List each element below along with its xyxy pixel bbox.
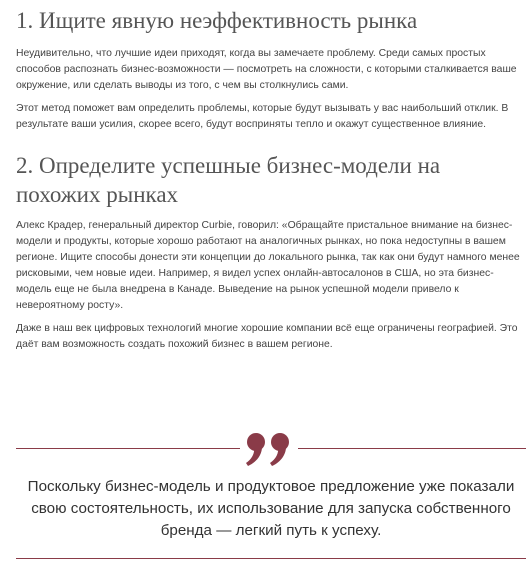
- section-1-heading: 1. Ищите явную неэффективность рынка: [16, 8, 418, 33]
- section-2-paragraph-1: Алекс Крадер, генеральный директор Curbie, говорил: «Обращайте пристальное внимание на бизнес-модели и продукты, которые хорошо работают на аналогичных рынках, но пока недоступны в вашем регионе. Ищите способы донести эти концепции до локального рынка, так как они будут намного менее рисковыми, чем новые идеи. Например, я видел успех онлайн-автосалонов в США, но эта бизнес-модель еще не была внедрена в Канаде. Выведение на рынок успешной модели привело к невероятному росту».: [16, 220, 520, 311]
- article-body: [16, 6, 526, 353]
- quote-icon: [240, 420, 298, 476]
- section-2-paragraph-2: Даже в наш век цифровых технологий многие хорошие компании всё еще ограничены географией. Это даёт вам возможность создать похожий бизнес в вашем регионе.: [16, 323, 518, 350]
- pullquote-text: Поскольку бизнес-модель и продуктовое предложение уже показали свою состоятельность, их использование для запуска собственного бренда — легкий путь к успеху.: [27, 478, 515, 539]
- section-2-heading: 2. Определите успешные бизнес-модели на похожих рынках: [16, 153, 441, 207]
- pullquote-bottom-divider: [16, 558, 526, 559]
- section-1-paragraph-2: Этот метод поможет вам определить проблемы, которые будут вызывать у вас наибольший отклик. В результате ваши усилия, скорее всего, будут восприняты тепло и окажут существенное влияние.: [16, 103, 509, 130]
- section-1-paragraph-1: Неудивительно, что лучшие идеи приходят, когда вы замечаете проблему. Среди самых простых способов распознать бизнес-возможности — посмотреть на сложности, с которыми сталкивается ваше окружение, или сделать выводы из того, с чем вы столкнулись сами.: [16, 48, 517, 91]
